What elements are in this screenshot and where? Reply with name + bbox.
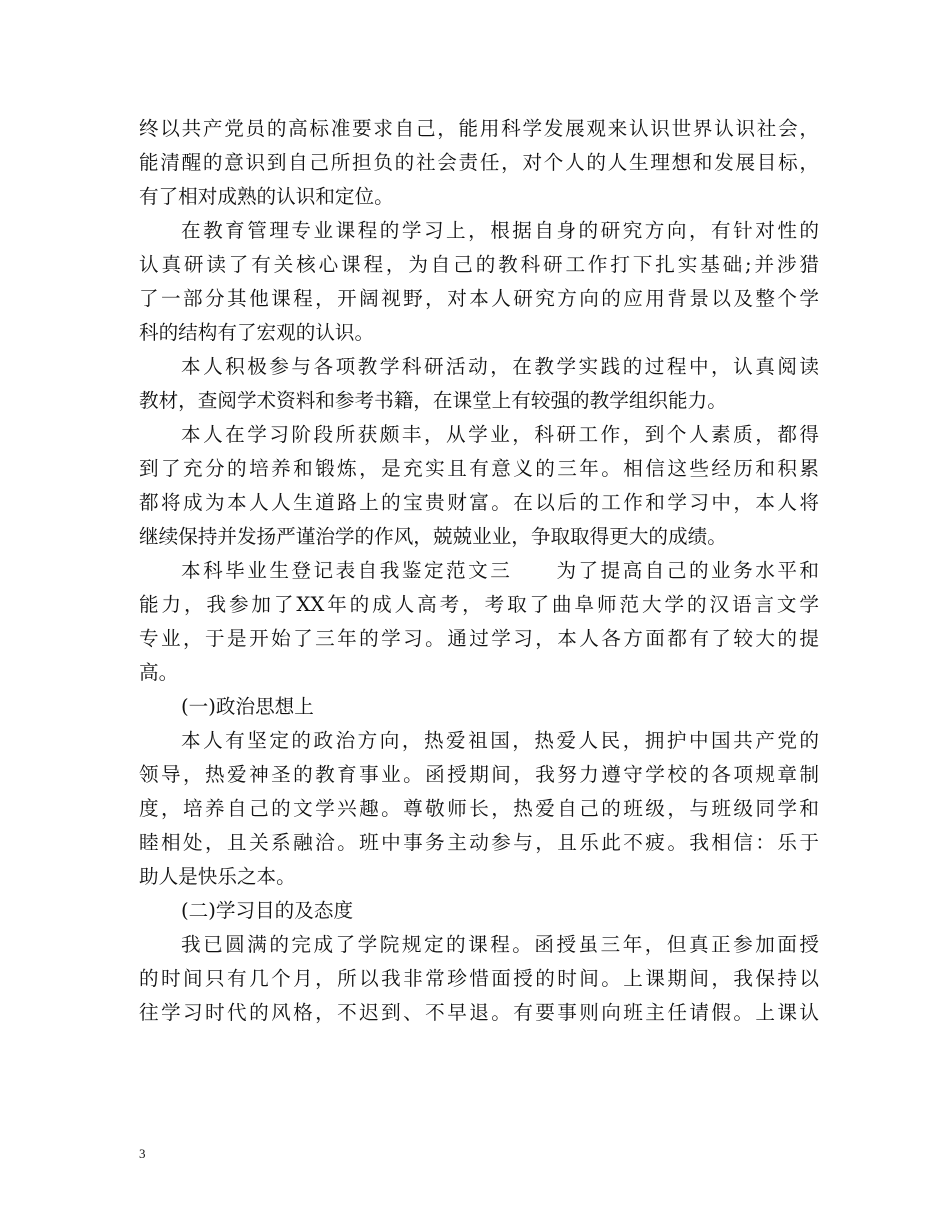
text-line: 认真研读了有关核心课程，为自己的教科研工作打下扎实基础;并涉猎 [139, 253, 819, 276]
paragraph-first-line: 本科毕业生登记表自我鉴定范文三 为了提高自己的业务水平和 [181, 559, 819, 582]
paragraph-first-line: 我已圆满的完成了学院规定的课程。函授虽三年，但真正参加面授 [181, 933, 819, 956]
text-line: 到了充分的培养和锻炼，是充实且有意义的三年。相信这些经历和积累 [139, 457, 819, 480]
text-line: 都将成为本人人生道路上的宝贵财富。在以后的工作和学习中，本人将 [139, 491, 819, 514]
text-line: 领导，热爱神圣的教育事业。函授期间，我努力遵守学校的各项规章制 [139, 763, 819, 786]
text-line: 有了相对成熟的认识和定位。 [139, 185, 394, 208]
page-number: 3 [139, 1146, 146, 1161]
section-heading: (二)学习目的及态度 [181, 899, 354, 922]
text-line: 度，培养自己的文学兴趣。尊敬师长，热爱自己的班级，与班级同学和 [139, 797, 819, 820]
text-line: 教材，查阅学术资料和参考书籍，在课堂上有较强的教学组织能力。 [139, 389, 727, 412]
text-line: 睦相处，且关系融洽。班中事务主动参与，且乐此不疲。我相信：乐于 [139, 831, 819, 854]
text-line: 能力，我参加了XX年的成人高考，考取了曲阜师范大学的汉语言文学 [139, 593, 819, 616]
text-line: 了一部分其他课程，开阔视野，对本人研究方向的应用背景以及整个学 [139, 287, 819, 310]
text-line: 的时间只有几个月，所以我非常珍惜面授的时间。上课期间，我保持以 [139, 967, 819, 990]
paragraph-first-line: 在教育管理专业课程的学习上，根据自身的研究方向，有针对性的 [181, 219, 819, 242]
paragraph-first-line: 本人有坚定的政治方向，热爱祖国，热爱人民，拥护中国共产党的 [181, 729, 819, 752]
text-line: 高。 [139, 661, 179, 684]
text-line: 助人是快乐之本。 [139, 865, 296, 888]
text-line: 专业，于是开始了三年的学习。通过学习，本人各方面都有了较大的提 [139, 627, 819, 650]
text-line: 终以共产党员的高标准要求自己，能用科学发展观来认识世界认识社会， [139, 117, 819, 140]
text-line: 继续保持并发扬严谨治学的作风，兢兢业业，争取取得更大的成绩。 [139, 525, 727, 548]
text-line: 能清醒的意识到自己所担负的社会责任，对个人的人生理想和发展目标， [139, 151, 819, 174]
text-line: 科的结构有了宏观的认识。 [139, 321, 375, 344]
paragraph-first-line: 本人在学习阶段所获颇丰，从学业，科研工作，到个人素质，都得 [181, 423, 819, 446]
section-heading: (一)政治思想上 [181, 695, 314, 718]
paragraph-first-line: 本人积极参与各项教学科研活动，在教学实践的过程中，认真阅读 [181, 355, 819, 378]
text-line: 往学习时代的风格，不迟到、不早退。有要事则向班主任请假。上课认 [139, 1001, 819, 1024]
document-body [139, 112, 819, 1030]
